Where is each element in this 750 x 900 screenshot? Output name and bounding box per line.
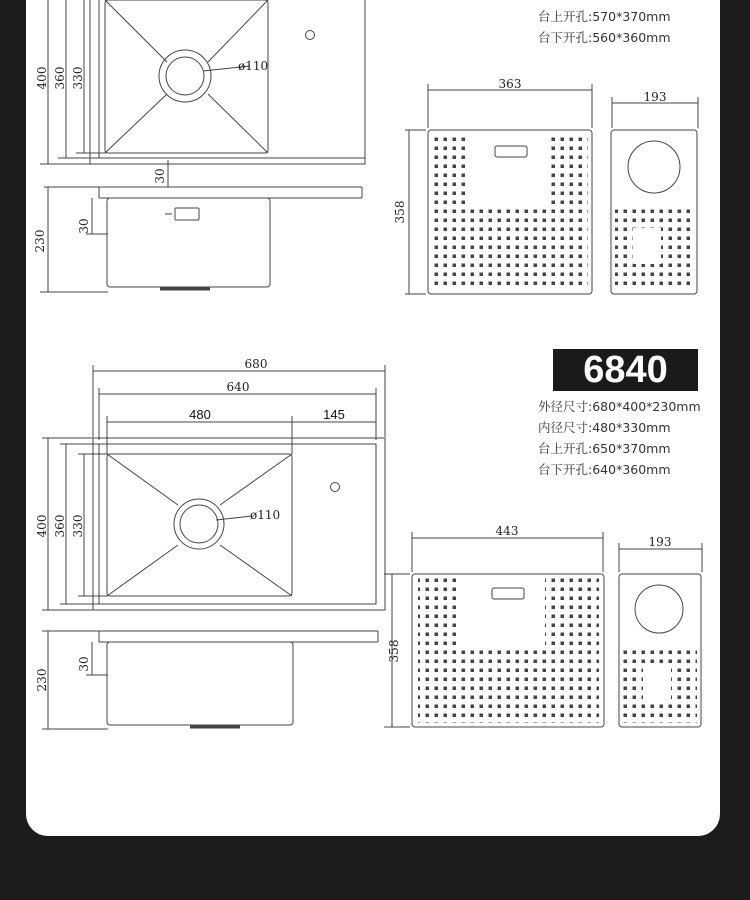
top-spec-cutout-below: 台下开孔:560*360mm <box>538 30 671 45</box>
dim-depth-side: 30 <box>77 656 91 672</box>
spec-cutout-above: 台上开孔:650*370mm <box>538 441 671 456</box>
dim-deck-w: 145 <box>323 407 345 422</box>
dim-basin-w: 480 <box>189 407 211 422</box>
dim-top-drain: ø110 <box>238 59 269 73</box>
spec-list <box>538 396 701 480</box>
top-spec-cutout-above: 台上开孔:570*370mm <box>538 9 671 24</box>
dim-inner-w: 640 <box>226 380 250 394</box>
spec-outer-size: 外径尺寸:680*400*230mm <box>538 399 701 414</box>
dim-top-basket-w: 363 <box>498 77 522 91</box>
dim-outer-w: 680 <box>244 357 268 371</box>
dim-outer-h: 400 <box>35 514 49 538</box>
model-number-badge: 6840 <box>553 349 698 391</box>
dim-top-small-basket-w: 193 <box>643 90 667 104</box>
dim-inner-h2: 330 <box>71 514 85 538</box>
dim-basket-h: 358 <box>387 639 401 663</box>
dim-top-depth-side: 30 <box>77 218 91 234</box>
dim-basket-w: 443 <box>495 524 519 538</box>
dim-top-inner-h2: 330 <box>71 66 85 90</box>
dim-depth: 230 <box>35 668 49 692</box>
dim-top-depth-top: 30 <box>153 168 167 184</box>
dim-top-outer-h: 400 <box>35 66 49 90</box>
dim-drain: ø110 <box>250 508 281 522</box>
dim-small-basket-w: 193 <box>648 535 672 549</box>
spec-inner-size: 内径尺寸:480*330mm <box>538 420 671 435</box>
dim-inner-h1: 360 <box>53 514 67 538</box>
dim-top-inner-h1: 360 <box>53 66 67 90</box>
top-spec-list <box>538 6 671 48</box>
dim-top-basket-h: 358 <box>393 200 407 224</box>
spec-cutout-below: 台下开孔:640*360mm <box>538 462 671 477</box>
dim-top-depth: 230 <box>33 229 47 253</box>
